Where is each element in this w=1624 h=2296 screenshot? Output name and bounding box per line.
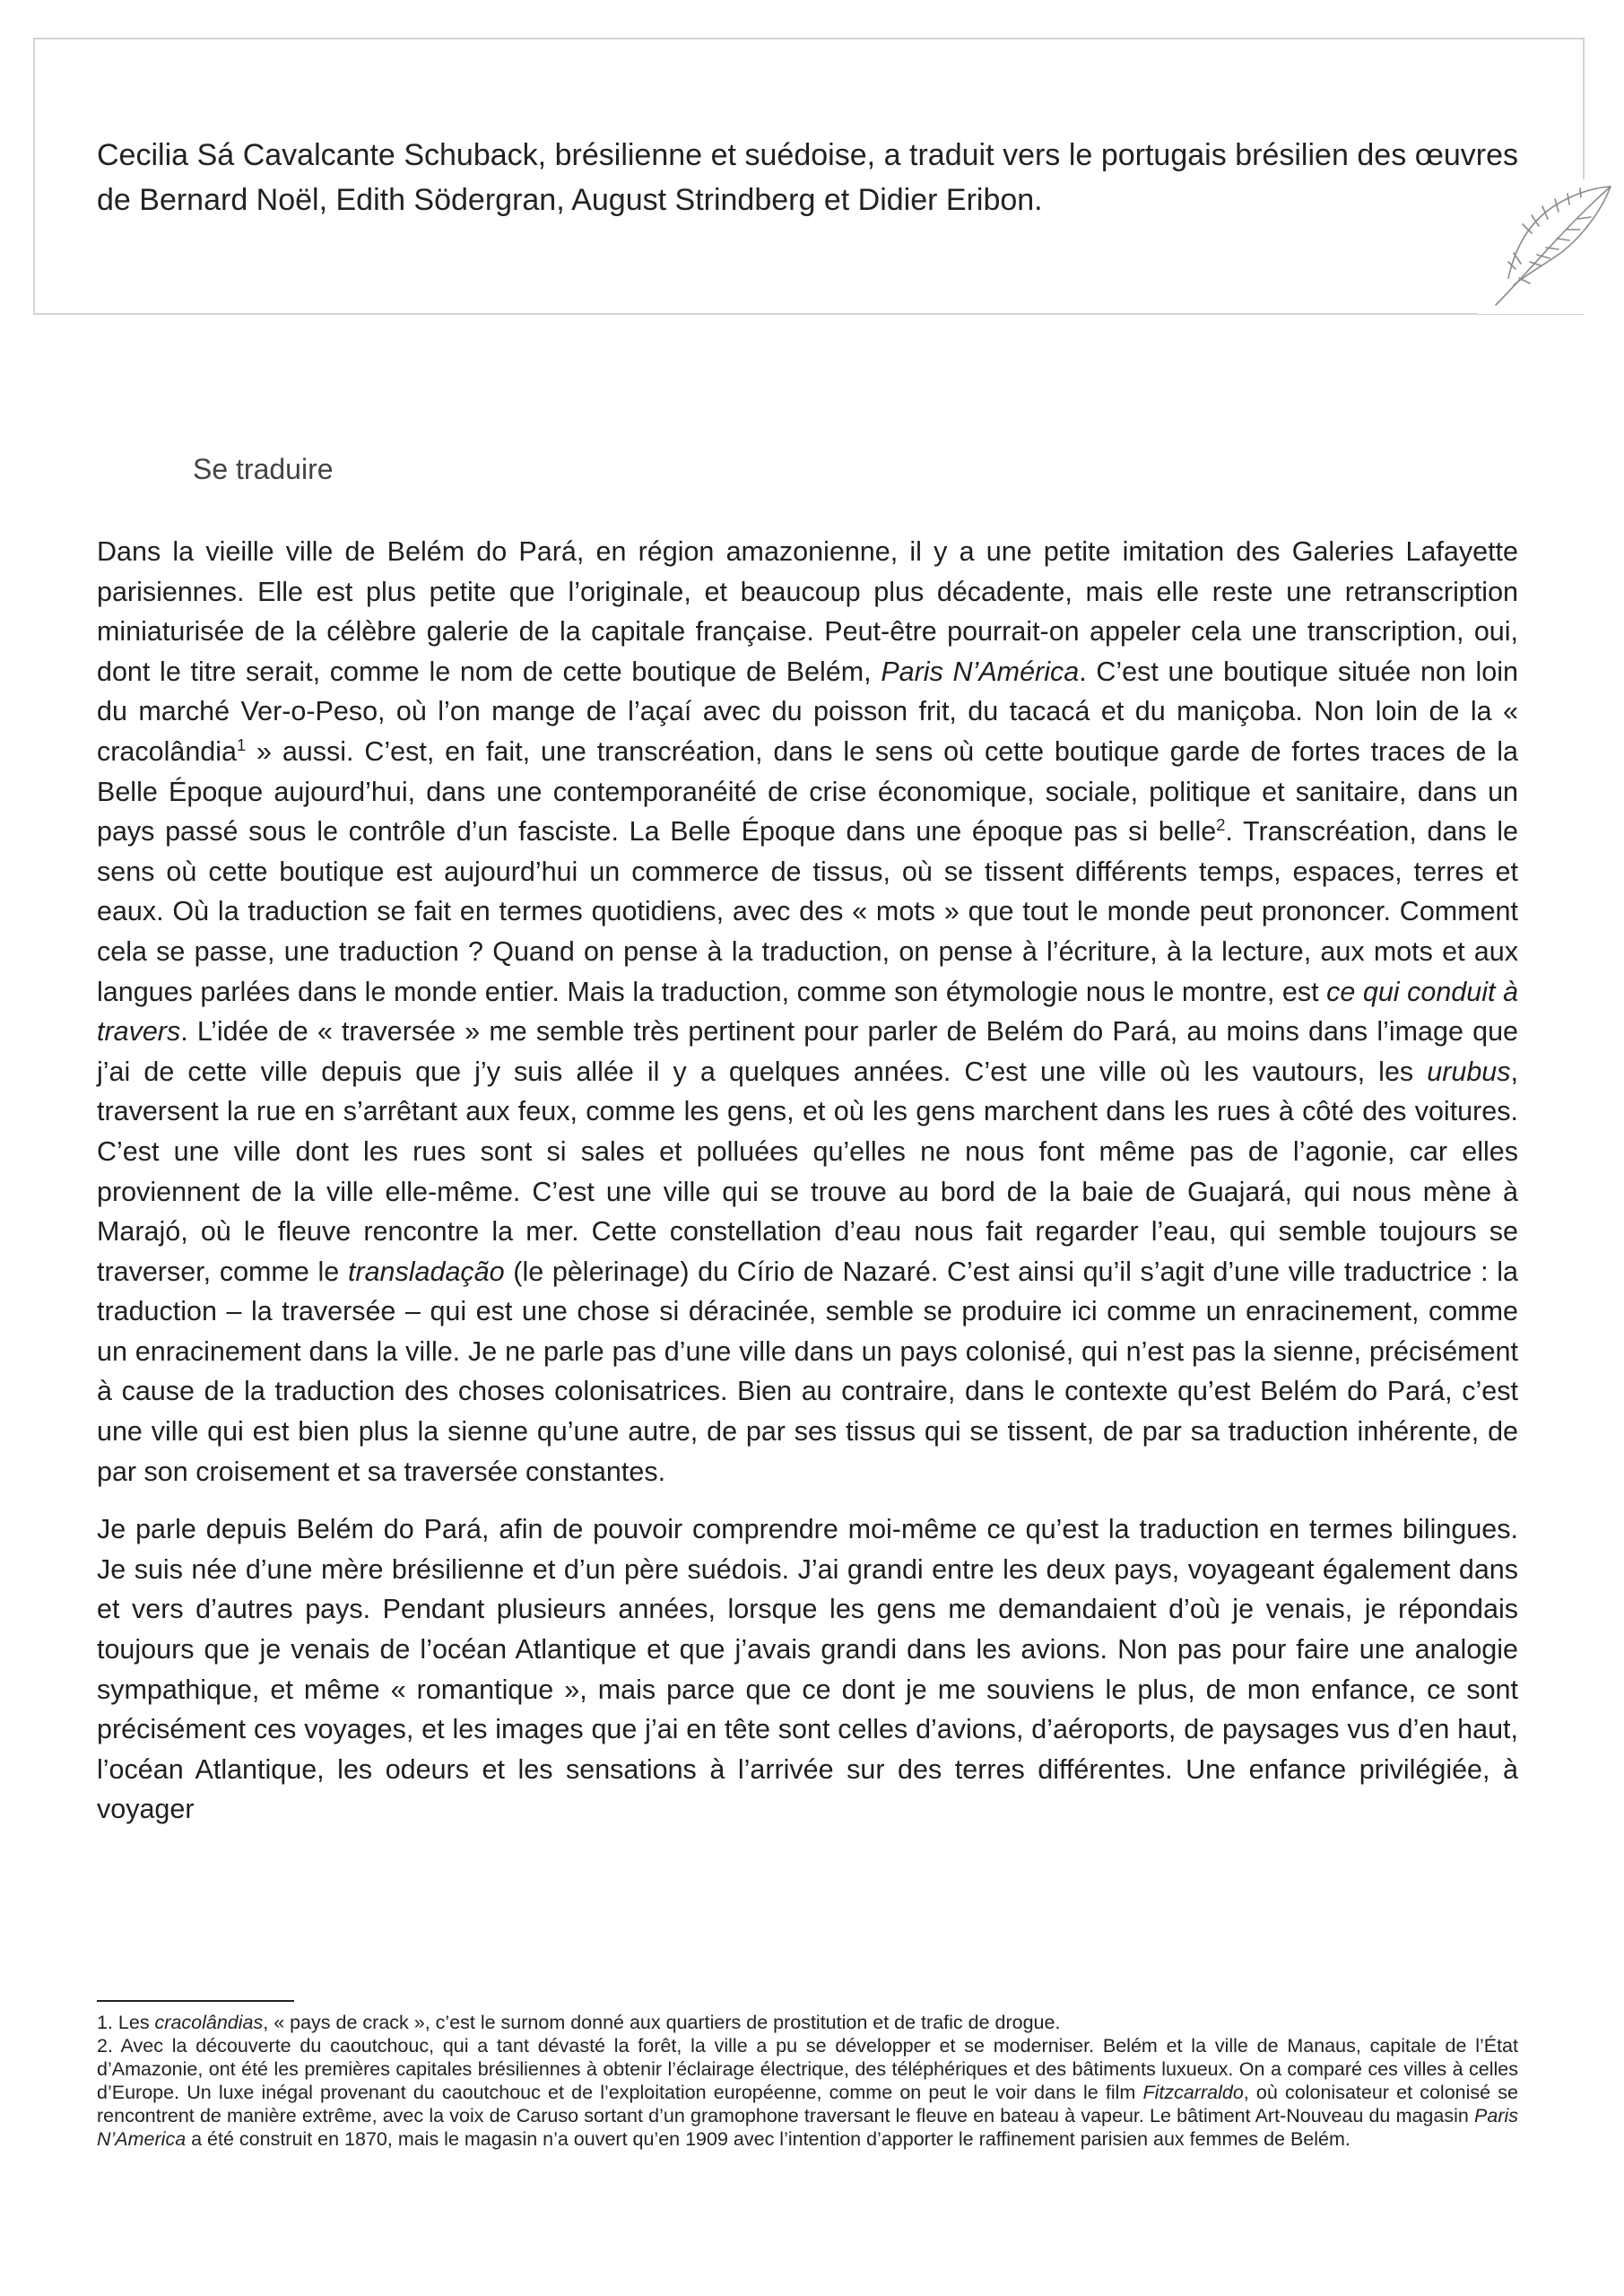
paragraph-1: Dans la vieille ville de Belém do Pará, en région amazonienne, il y a une petite imitation des Galeries Lafayette parisiennes. Elle est plus petite que l’originale, et beaucoup plus décadente, mais elle reste une retranscription miniaturisée de la célèbre galerie de la capitale française. Peut-être pourrait-on appeler cela une transcription, oui, dont le titre serait, comme le nom de cette boutique de Belém, Paris N’América. C’est une boutique située non loin du marché Ver-o-Peso, où l’on mange de l’açaí avec du poisson frit, du tacacá et du maniçoba. Non loin de la « cracolândia$^1$ » aussi. C’est, en fait, une transcréation, dans le sens où cette boutique garde de fortes traces de la Belle Époque aujourd’hui, dans une contemporanéité de crise économique, sociale, politique et sanitaire, dans un pays passé sous le contrôle d’un fasciste. La Belle Époque dans une époque pas si belle$^2$. Transcréation, dans le sens où cette boutique est aujourd’hui un commerce de tissus, où se tissent différents temps, espaces, terres et eaux. Où la traduction se fait en termes quotidiens, avec des « mots » que tout le monde peut prononcer. Comment cela se passe, une traduction ? Quand on pense à la traduction, on pense à l’écriture, à la lecture, aux mots et aux langues parlées dans le monde entier. Mais la traduction, comme son étymologie nous le montre, est ce qui conduit à travers. L’idée de « traversée » me semble très pertinent pour parler de Belém do Pará, au moins dans l’image que j’ai de cette ville depuis que j’y suis allée il y a quelques années. C’est une ville où les vautours, les urubus, traversent la rue en s’arrêtant aux feux, comme les gens, et où les gens marchent dans les rues à côté des voitures. C’est une ville dont les rues sont si sales et polluées qu’elles ne nous font même pas de l’agonie, car elles proviennent de la ville elle-même. C’est une ville qui se trouve au bord de la baie de Guajará, qui nous mène à Marajó, où le fleuve rencontre la mer. Cette constellation d’eau nous fait regarder l’eau, qui semble toujours se traverser, comme le transladação (le pèlerinage) du Círio de Nazaré. C’est ainsi qu’il s’agit d’une ville traductrice : la traduction – la traversée – qui est une chose si déracinée, semble se produire ici comme un enracinement, comme un enracinement dans la ville. Je ne parle pas d’une ville dans un pays colonisé, qui n’est pas la sienne, précisément à cause de la traduction des choses colonisatrices. Bien au contraire, dans le contexte qu’est Belém do Pará, c’est une ville qui est bien plus la sienne qu’une autre, de par ses tissus qui se tissent, de par sa traduction inhérente, de par son croisement et sa traversée constantes. bbox=[97, 536, 1519, 1487]
footnote-divider bbox=[97, 2000, 294, 2002]
italic-transladacao: transladação bbox=[347, 1256, 505, 1287]
footnote-ref-1[interactable]: 1 bbox=[237, 735, 247, 754]
italic-urubus: urubus bbox=[1427, 1056, 1511, 1087]
footnote-ref-2[interactable]: 2 bbox=[1216, 815, 1226, 834]
translator-bio: Cecilia Sá Cavalcante Schuback, brésilienne et suédoise, a traduit vers le portugais brésilien des œuvres de Bernard Noël, Edith Södergran, August Strindberg et Didier Eribon. bbox=[97, 138, 1518, 217]
italic-etymology: ce qui conduit à travers bbox=[97, 976, 1518, 1048]
footnote-2: 2. Avec la découverte du caoutchouc, qui a tant dévasté la forêt, la ville a pu se développer et se moderniser. Belém et la ville de Manaus, capitale de l’État d’Amazonie, ont été les premières capitales brésiliennes à obtenir l’éclairage électrique, des téléphériques et des bâtiments luxueux. On a comparé ces villes à celles d’Europe. Un luxe inégal provenant du caoutchouc et de l’exploitation européenne, comme on peut le voir dans le film Fitzcarraldo, où colonisateur et colonisé se rencontrent de manière extrême, avec la voix de Caruso sortant d’un gramophone traversant le fleuve en bateau à vapeur. Le bâtiment Art-Nouveau du magasin Paris N’America a été construit en 1870, mais le magasin n’a ouvert qu’en 1909 avec l’intention d’apporter le raffinement parisien aux femmes de Belém. bbox=[97, 2035, 1518, 2150]
footnotes bbox=[97, 2011, 1518, 2151]
footnote-1: 1. Les cracolândias, « pays de crack », c’est le surnom donné aux quartiers de prostitution et de trafic de drogue. bbox=[97, 2012, 1061, 2033]
feather-quill-icon bbox=[1478, 179, 1617, 314]
article-body bbox=[97, 532, 1518, 1848]
italic-paris-namerica: Paris N’América bbox=[881, 656, 1080, 687]
paragraph-2: Je parle depuis Belém do Pará, afin de pouvoir comprendre moi-même ce qu’est la traduction en termes bilingues. Je suis née d’une mère brésilienne et d’un père suédois. J’ai grandi entre les deux pays, voyageant également dans et vers d’autres pays. Pendant plusieurs années, lorsque les gens me demandaient d’où je venais, je répondais toujours que je venais de l’océan Atlantique et que j’avais grandi dans les avions. Non pas pour faire une analogie sympathique, et même « romantique », mais parce que ce dont je me souviens le plus, de mon enfance, ce sont précisément ces voyages, et les images que j’ai en tête sont celles d’avions, d’aéroports, de paysages vus d’en haut, l’océan Atlantique, les odeurs et les sensations à l’arrivée sur des terres différentes. Une enfance privilégiée, à voyager bbox=[97, 1514, 1518, 1825]
section-title: Se traduire bbox=[193, 453, 334, 485]
